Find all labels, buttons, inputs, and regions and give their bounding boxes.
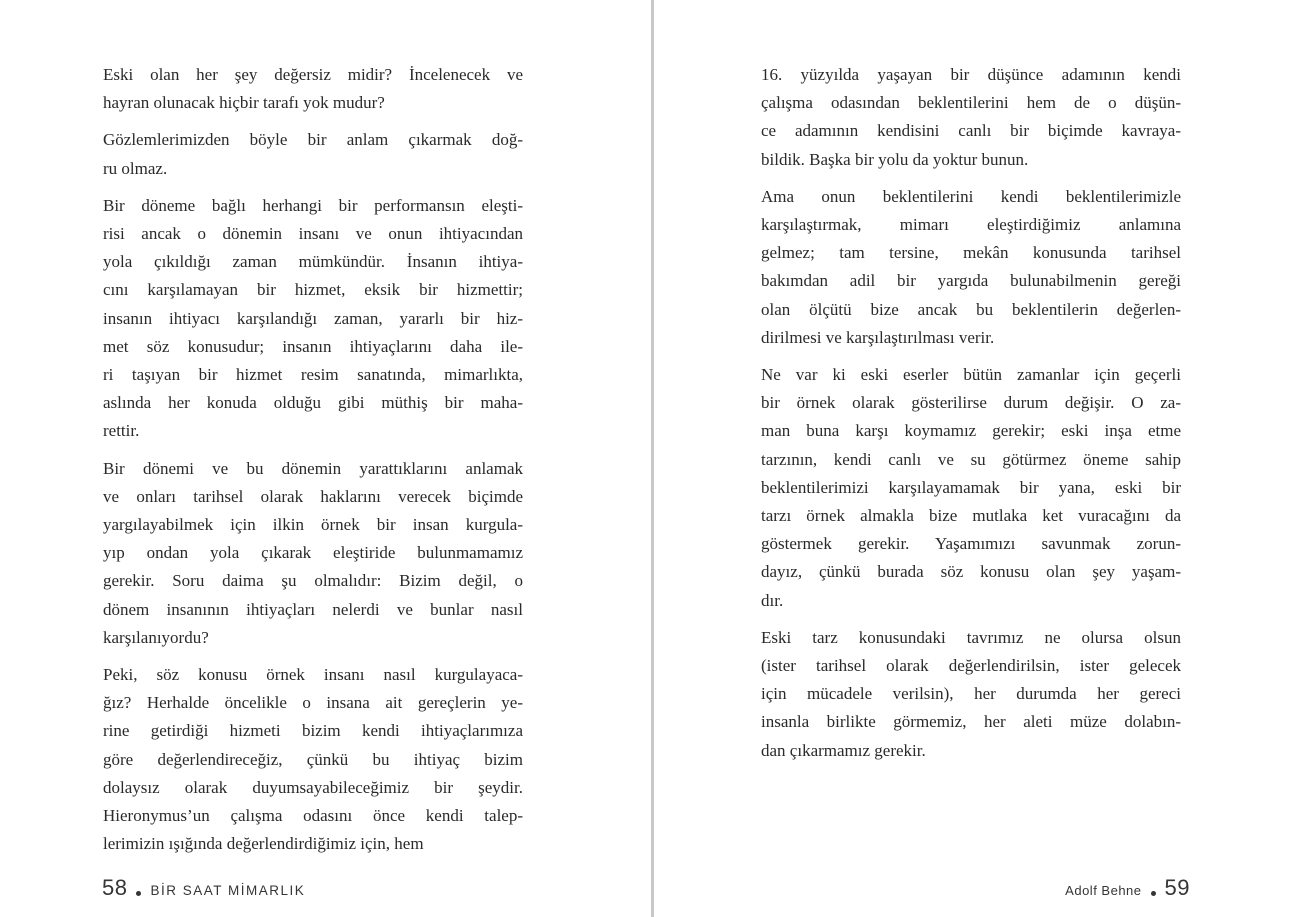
text-line: lerimizin ışığında değerlendirdiğimiz için, hem [103,834,424,854]
text-line: ve onları tarihsel olarak haklarını verecek biçimde [103,486,523,506]
text-line: bir örnek olarak gösterilirse durum değişir. O za- [761,393,1181,413]
page-number-right: 59 [1164,875,1190,900]
text-line: göre değerlendireceğiz, çünkü bu ihtiyaç bizim [103,749,523,769]
page-right-footer [1065,877,1190,899]
text-line: bakımdan adil bir yargıda bulunabilmenin gereği [761,271,1181,291]
text-line: karşılanıyordu? [103,627,209,647]
text-line: ğız? Herhalde öncelikle o insana ait gereçlerin ye- [103,693,523,713]
text-line: dan çıkarmamız gerekir. [761,740,926,760]
paragraph [761,624,1181,765]
text-line: Peki, söz konusu örnek insanı nasıl kurgulayaca- [103,665,523,685]
text-line: dönem insanının ihtiyaçları nelerdi ve bunlar nasıl [103,599,523,619]
text-line: risi ancak o dönemin insanı ve onun ihtiyacından [103,224,523,244]
text-line: yola çıkıldığı zaman mümkündür. İnsanın ihtiya- [103,252,523,272]
text-line: hayran olunacak hiçbir tarafı yok mudur? [103,93,385,113]
text-line: beklentilerimizi karşılayamamak bir yana, eski bir [761,477,1181,497]
paragraph [103,61,523,117]
text-line: gelmez; tam tersine, mekân konusunda tarihsel [761,243,1181,263]
text-line: bildik. Başka bir yolu da yoktur bunun. [761,149,1029,169]
paragraph [103,661,523,858]
text-line: dolaysız olarak duyumsayabileceğimiz bir şeydir. [103,777,523,797]
paragraph [103,455,523,652]
text-line: tarzı örnek almakla bize mutlaka ket vuracağını da [761,506,1181,526]
text-line: cını karşılamayan bir hizmet, eksik bir hizmettir; [103,280,523,300]
footer-separator-dot-icon [1151,891,1156,896]
text-line: aslında her konuda olduğu gibi müthiş bir maha- [103,393,523,413]
text-line: Eski olan her şey değersiz midir? İncelenecek ve [103,65,523,84]
text-line: rine getirdiği hizmeti bizim kendi ihtiyaçlarımıza [103,721,523,741]
text-line: ri taşıyan bir hizmet resim sanatında, mimarlıkta, [103,365,523,385]
text-line: için mücadele verilsin), her durumda her gereci [761,684,1181,704]
text-line: göstermek gerekir. Yaşamımızı savunmak zorun- [761,534,1181,554]
text-line: met söz konusudur; insanın ihtiyaçlarını daha ile- [103,336,523,356]
text-line: insanın ihtiyacı karşılandığı zaman, yararlı bir hiz- [103,308,523,328]
text-line: insanla birlikte görmemiz, her aleti müze dolabın- [761,712,1181,732]
text-line: rettir. [103,421,140,441]
text-line: tarzının, kendi canlı ve su götürmez öneme sahip [761,449,1181,469]
text-line: Ama onun beklentilerini kendi beklentilerimizle [761,186,1181,206]
book-title: BİR SAAT MİMARLIK [150,883,306,898]
paragraph [761,183,1181,352]
text-line: dayız, çünkü burada söz konusu olan şey yaşam- [761,562,1181,582]
page-number-left: 58 [102,875,128,900]
text-line: Bir döneme bağlı herhangi bir performansın eleşti- [103,195,523,215]
text-line: olan ölçütü bize ancak bu beklentilerin değerlen- [761,299,1181,319]
text-line: yıp ondan yola çıkarak eleştiride bulunmamamız [103,543,523,563]
text-line: 16. yüzyılda yaşayan bir düşünce adamının kendi [761,65,1181,84]
text-line: karşılaştırmak, mimarı eleştirdiğimiz anlamına [761,215,1181,235]
page-right-text [761,61,1181,765]
text-line: ce adamının kendisini canlı bir biçimde kavraya- [761,121,1181,141]
text-line: man buna karşı koymamız gerekir; eski inşa etme [761,421,1181,441]
text-line: yargılayabilmek için ilkin örnek bir insan kurgula- [103,515,523,535]
page-left-footer [102,877,305,899]
page-gutter-divider [651,0,654,917]
text-line: dır. [761,590,784,610]
page-left-text [103,61,523,858]
text-line: Hieronymus’un çalışma odasını önce kendi talep- [103,806,523,826]
text-line: Gözlemlerimizden böyle bir anlam çıkarmak doğ- [103,130,523,150]
text-line: çalışma odasından beklentilerini hem de o düşün- [761,93,1181,113]
text-line: gerekir. Soru daima şu olmalıdır: Bizim değil, o [103,571,523,591]
text-line: Eski tarz konusundaki tavrımız ne olursa olsun [761,627,1181,647]
text-line: ru olmaz. [103,158,168,178]
paragraph [761,361,1181,615]
paragraph [761,61,1181,174]
paragraph [103,192,523,446]
text-line: Bir dönemi ve bu dönemin yarattıklarını anlamak [103,458,523,478]
text-line: (ister tarihsel olarak değerlendirilsin, ister gelecek [761,656,1181,676]
footer-separator-dot-icon [136,891,141,896]
author-name: Adolf Behne [1065,883,1142,898]
text-line: dirilmesi ve karşılaştırılması verir. [761,327,995,347]
text-line: Ne var ki eski eserler bütün zamanlar için geçerli [761,365,1181,385]
paragraph [103,126,523,182]
